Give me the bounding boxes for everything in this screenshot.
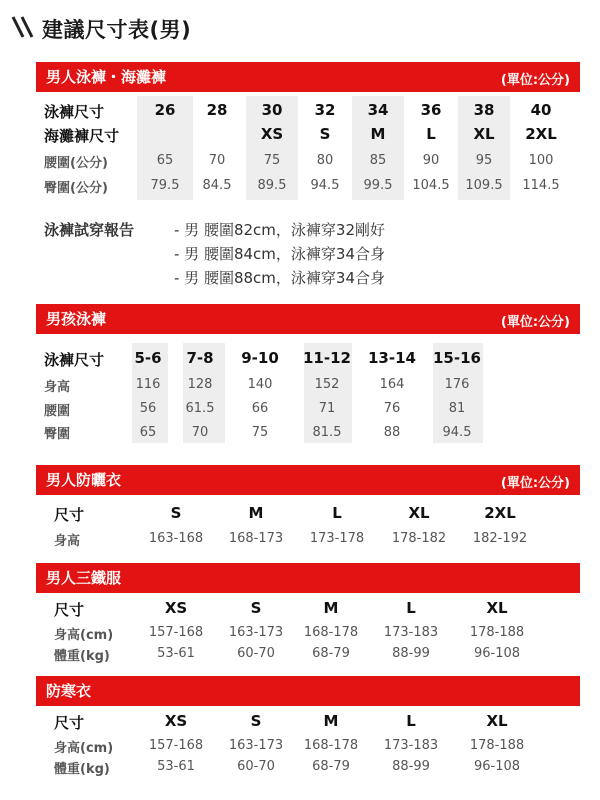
row-label-waist: 腰圍 [44,404,71,419]
cell-size: 2XL [484,504,516,522]
cell-beach-size: 2XL [525,125,557,143]
cell-waist: 70 [208,153,226,168]
cell-weight: 68-79 [312,646,350,661]
cell-hip: 109.5 [465,178,503,193]
cell-hip: 84.5 [202,178,232,193]
cell-beach-size: XL [473,125,495,143]
cell-swim-size: 32 [314,101,336,119]
section-title: 防寒衣 [46,682,92,700]
row-label-hip: 臀圍 [44,427,71,442]
cell-height: 152 [314,377,340,392]
cell-height: 173-183 [383,738,439,753]
cell-beach-size: M [370,125,386,143]
cell-size: 9-10 [241,349,279,367]
cell-weight: 60-70 [237,759,275,774]
row-label-size: 泳褲尺寸 [44,351,105,369]
cell-waist: 100 [528,153,554,168]
page-title: 建議尺寸表(男) [42,18,192,42]
double-slash-icon [10,14,38,40]
cell-swim-size: 38 [473,101,495,119]
row-label-waist: 腰圍(公分) [44,156,108,171]
cell-height: 157-168 [148,738,204,753]
cell-height: 173-178 [309,531,365,546]
cell-height: 168-173 [228,531,284,546]
section-title: 男孩泳褲 [46,310,107,328]
row-label-hip: 臀圍(公分) [44,181,108,196]
report-line: - 男 腰圍84cm，泳褲穿34合身 [174,245,385,263]
unit-label: (單位:公分) [500,315,570,330]
cell-height: 178-188 [469,625,525,640]
cell-size: L [406,599,416,617]
cell-weight: 53-61 [157,759,195,774]
cell-height: 164 [379,377,405,392]
section-header-winter [36,676,580,706]
cell-height: 178-188 [469,738,525,753]
cell-height: 128 [187,377,213,392]
cell-size: L [332,504,342,522]
cell-height: 173-183 [383,625,439,640]
section-title: 男人泳褲・海灘褲 [46,68,167,86]
unit-label: (單位:公分) [500,476,570,491]
cell-weight: 96-108 [473,759,521,774]
row-label-size: 尺寸 [54,714,85,732]
cell-waist: 85 [369,153,387,168]
cell-hip: 75 [251,425,269,440]
cell-size: L [406,712,416,730]
cell-swim-size: 28 [206,101,228,119]
cell-size: 5-6 [134,349,162,367]
cell-hip: 70 [191,425,209,440]
cell-waist: 65 [156,153,174,168]
cell-height: 163-173 [228,738,284,753]
cell-height: 157-168 [148,625,204,640]
row-label-swim-size: 泳褲尺寸 [44,103,105,121]
cell-waist: 66 [251,401,269,416]
row-label-beach-size: 海灘褲尺寸 [44,127,120,145]
cell-size: XL [486,712,508,730]
cell-waist: 81 [448,401,466,416]
cell-height: 168-178 [303,625,359,640]
section-title: 男人防曬衣 [46,471,122,489]
cell-height: 163-173 [228,625,284,640]
cell-size: 13-14 [368,349,416,367]
cell-height: 176 [444,377,470,392]
row-label-weight: 體重(kg) [54,649,110,664]
row-label-weight: 體重(kg) [54,762,110,777]
cell-weight: 88-99 [392,646,430,661]
cell-size: XS [164,599,188,617]
cell-height: 182-192 [472,531,528,546]
cell-beach-size: XS [260,125,284,143]
cell-waist: 71 [318,401,336,416]
cell-swim-size: 40 [530,101,552,119]
cell-hip: 94.5 [310,178,340,193]
cell-size: M [323,599,339,617]
section-header-sun [36,465,580,495]
cell-waist: 61.5 [185,401,215,416]
cell-waist: 95 [475,153,493,168]
cell-size: XL [408,504,430,522]
cell-beach-size: S [319,125,331,143]
cell-hip: 99.5 [363,178,393,193]
cell-size: XS [164,712,188,730]
cell-height: 116 [135,377,161,392]
cell-swim-size: 36 [420,101,442,119]
cell-waist: 56 [139,401,157,416]
cell-weight: 60-70 [237,646,275,661]
cell-hip: 104.5 [412,178,450,193]
cell-hip: 88 [383,425,401,440]
section-title: 男人三鐵服 [46,569,122,587]
cell-size: S [170,504,182,522]
cell-hip: 79.5 [150,178,180,193]
unit-label: (單位:公分) [500,73,570,88]
cell-size: S [250,599,262,617]
cell-hip: 89.5 [257,178,287,193]
cell-size: M [323,712,339,730]
cell-weight: 96-108 [473,646,521,661]
cell-hip: 94.5 [442,425,472,440]
cell-height: 163-168 [148,531,204,546]
row-label-height: 身高 [44,380,71,395]
cell-beach-size: L [426,125,436,143]
cell-size: 11-12 [303,349,351,367]
cell-height: 168-178 [303,738,359,753]
cell-hip: 81.5 [312,425,342,440]
cell-height: 178-182 [391,531,447,546]
cell-weight: 88-99 [392,759,430,774]
row-label-size: 尺寸 [54,601,85,619]
cell-swim-size: 30 [261,101,283,119]
section-header-swim [36,62,580,92]
row-label-height: 身高(cm) [54,741,114,756]
cell-size: XL [486,599,508,617]
section-header-tri [36,563,580,593]
cell-swim-size: 34 [367,101,389,119]
report-line: - 男 腰圍82cm，泳褲穿32剛好 [174,221,385,239]
cell-waist: 80 [316,153,334,168]
cell-weight: 53-61 [157,646,195,661]
cell-weight: 68-79 [312,759,350,774]
cell-size: 7-8 [186,349,214,367]
cell-swim-size: 26 [154,101,176,119]
cell-size: 15-16 [433,349,481,367]
row-label-height: 身高 [54,534,81,549]
section-header-boys [36,304,580,334]
row-label-height: 身高(cm) [54,628,114,643]
row-label-size: 尺寸 [54,506,85,524]
cell-waist: 76 [383,401,401,416]
cell-size: M [248,504,264,522]
cell-hip: 114.5 [522,178,560,193]
cell-size: S [250,712,262,730]
cell-waist: 90 [422,153,440,168]
cell-waist: 75 [263,153,281,168]
report-line: - 男 腰圍88cm，泳褲穿34合身 [174,269,385,287]
report-label: 泳褲試穿報告 [44,221,135,239]
cell-hip: 65 [139,425,157,440]
cell-height: 140 [247,377,273,392]
